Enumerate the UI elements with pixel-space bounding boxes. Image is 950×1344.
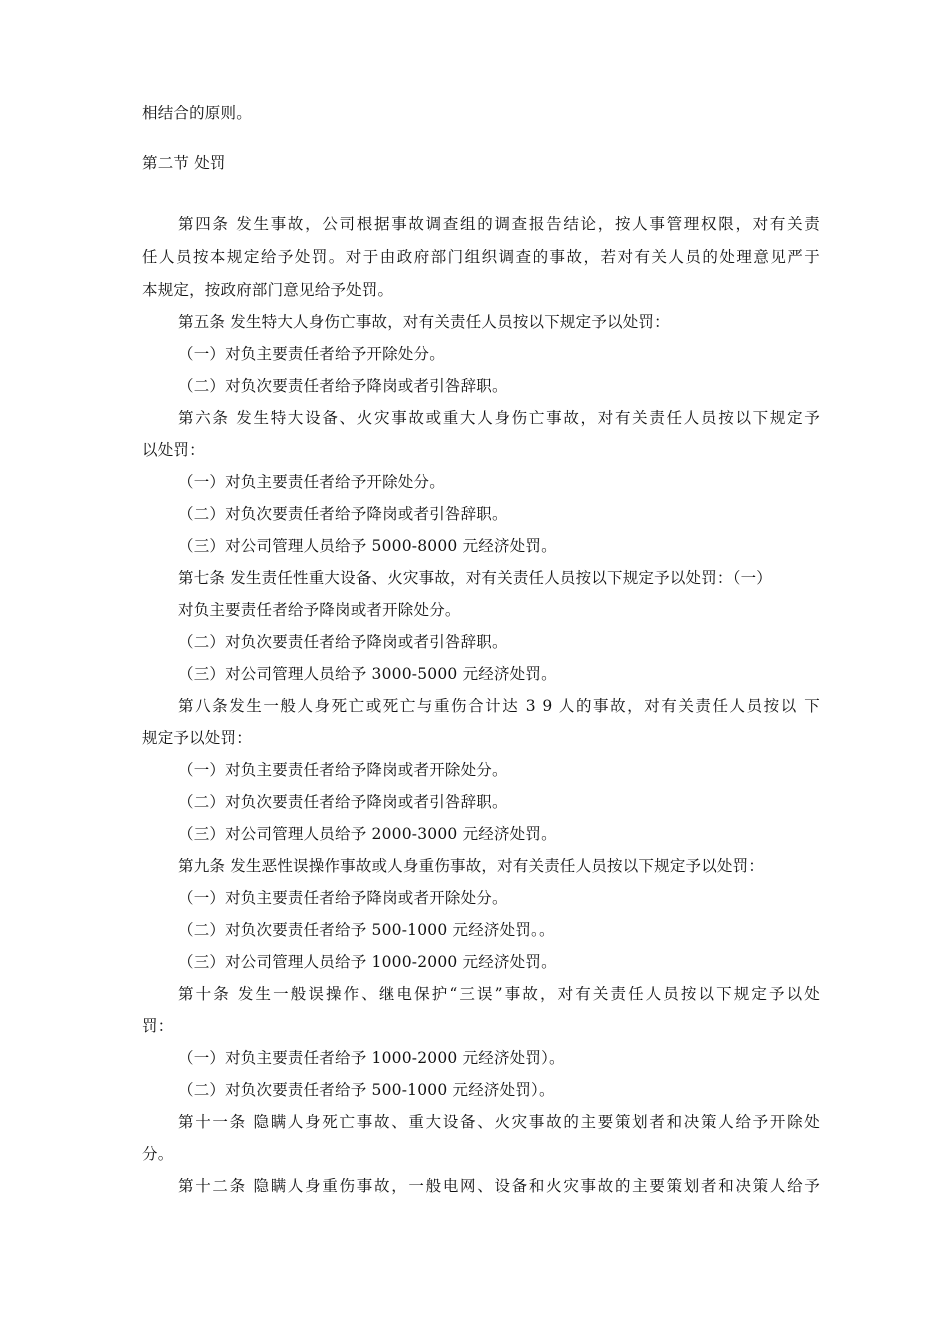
article-10-line-1: 第十条 发生一般误操作、继电保护“三误”事故，对有关责任人员按以下规定予以处 <box>178 985 820 1003</box>
article-5-item-1: （一）对负主要责任者给予开除处分。 <box>178 345 445 363</box>
article-10-line-2: 罚： <box>142 1017 174 1035</box>
article-6-item-3: （三）对公司管理人员给予 5000-8000 元经济处罚。 <box>178 537 557 555</box>
article-8-line-1: 第八条发生一般人身死亡或死亡与重伤合计达 3 9 人的事故，对有关责任人员按以 下 <box>178 697 820 715</box>
article-11-line-1: 第十一条 隐瞒人身死亡事故、重大设备、火灾事故的主要策划者和决策人给予开除处 <box>178 1113 820 1131</box>
article-8-item-3: （三）对公司管理人员给予 2000-3000 元经济处罚。 <box>178 825 557 843</box>
article-5-item-2: （二）对负次要责任者给予降岗或者引咎辞职。 <box>178 377 508 395</box>
article-9-item-3: （三）对公司管理人员给予 1000-2000 元经济处罚。 <box>178 953 557 971</box>
article-7-line-1: 第七条 发生责任性重大设备、火灾事故，对有关责任人员按以下规定予以处罚：（一） <box>178 569 772 587</box>
article-5-line: 第五条 发生特大人身伤亡事故，对有关责任人员按以下规定予以处罚： <box>178 313 670 331</box>
article-10-item-2: （二）对负次要责任者给予 500-1000 元经济处罚）。 <box>178 1081 555 1099</box>
article-6-line-1: 第六条 发生特大设备、火灾事故或重大人身伤亡事故，对有关责任人员按以下规定予 <box>178 409 820 427</box>
article-4-line-1: 第四条 发生事故，公司根据事故调查组的调查报告结论，按人事管理权限，对有关责 <box>178 215 820 233</box>
article-6-item-1: （一）对负主要责任者给予开除处分。 <box>178 473 445 491</box>
article-9-item-2: （二）对负次要责任者给予 500-1000 元经济处罚。。 <box>178 921 555 939</box>
article-7-line-2: 对负主要责任者给予降岗或者开除处分。 <box>178 601 461 619</box>
article-6-item-2: （二）对负次要责任者给予降岗或者引咎辞职。 <box>178 505 508 523</box>
article-12-line-1: 第十二条 隐瞒人身重伤事故，一般电网、设备和火灾事故的主要策划者和决策人给予 <box>178 1177 820 1195</box>
article-4-line-2: 任人员按本规定给予处罚。对于由政府部门组织调查的事故，若对有关人员的处理意见严于 <box>142 248 820 266</box>
article-11-line-2: 分。 <box>142 1145 174 1163</box>
article-8-item-2: （二）对负次要责任者给予降岗或者引咎辞职。 <box>178 793 508 811</box>
article-9-item-1: （一）对负主要责任者给予降岗或者开除处分。 <box>178 889 508 907</box>
article-9-line: 第九条 发生恶性误操作事故或人身重伤事故，对有关责任人员按以下规定予以处罚： <box>178 857 765 875</box>
article-7-item-2: （二）对负次要责任者给予降岗或者引咎辞职。 <box>178 633 508 651</box>
article-8-line-2: 规定予以处罚： <box>142 729 252 747</box>
article-7-item-3: （三）对公司管理人员给予 3000-5000 元经济处罚。 <box>178 665 557 683</box>
article-10-item-1: （一）对负主要责任者给予 1000-2000 元经济处罚）。 <box>178 1049 565 1067</box>
article-6-line-2: 以处罚： <box>142 441 205 459</box>
continuation-text: 相结合的原则。 <box>142 104 252 122</box>
article-8-item-1: （一）对负主要责任者给予降岗或者开除处分。 <box>178 761 508 779</box>
section-heading: 第二节 处罚 <box>142 154 226 172</box>
article-4-line-3: 本规定，按政府部门意见给予处罚。 <box>142 281 394 299</box>
